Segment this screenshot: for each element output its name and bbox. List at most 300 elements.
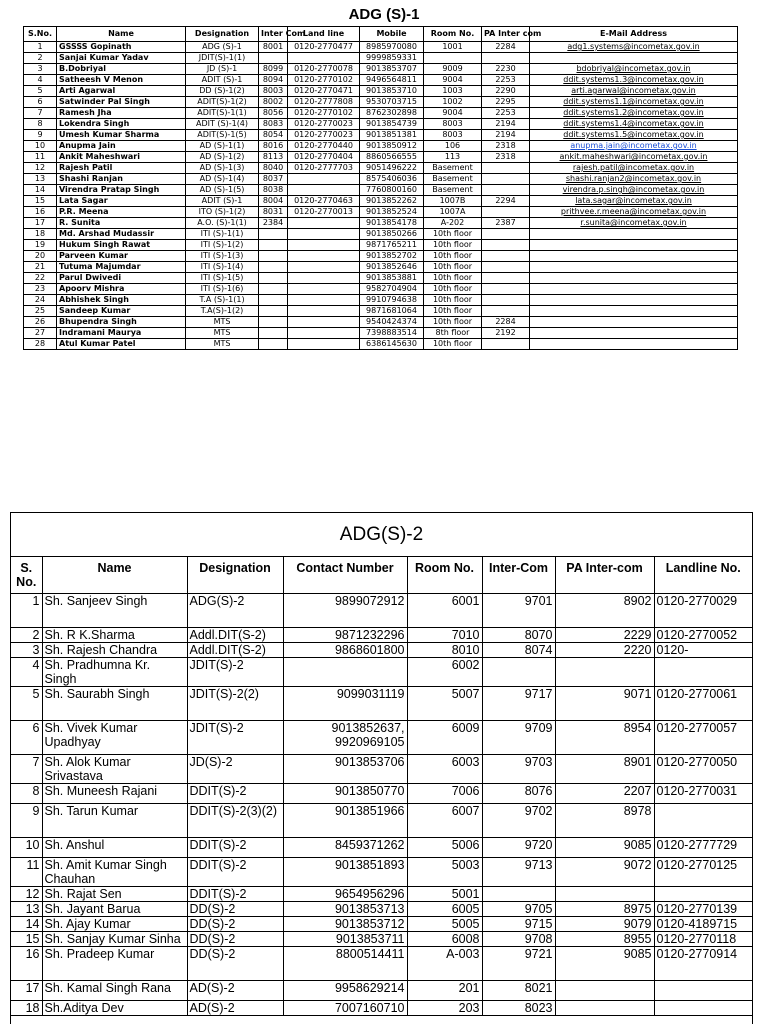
table-cell: 8985970080 [360,42,424,53]
table-cell: 0120-2770013 [288,207,360,218]
table-cell: 113 [424,152,482,163]
table-cell: Anupma Jain [57,141,186,152]
table-cell: 8978 [555,803,654,837]
table-row [24,240,738,251]
table-cell: Sh. Alok Kumar Srivastava [42,754,187,783]
email-cell [530,53,738,64]
email-cell [530,240,738,251]
table-cell: Sh. Vivek Kumar Upadhyay [42,720,187,754]
table-cell: 2284 [482,317,530,328]
table-cell: 2318 [482,152,530,163]
email-cell [530,317,738,328]
email-cell: r.sunita@incometax.gov.in [530,218,738,229]
adg2-title: ADG(S)-2 [11,513,752,557]
table-cell [288,53,360,64]
adg1-table-body [24,42,738,350]
table-row [24,75,738,86]
table-cell: 6002 [407,657,482,686]
table-cell: 5007 [407,686,482,720]
table-cell: 7760800160 [360,185,424,196]
table-cell: AD (S)-1(3) [186,163,259,174]
table-cell [482,174,530,185]
table-cell: 2 [11,627,42,642]
table-cell: 7 [24,108,57,119]
email-cell: virendra.p.singh@incometax.gov.in [530,185,738,196]
table-cell: Sh. R K.Sharma [42,627,187,642]
table-cell [288,218,360,229]
table-cell: 0120-2770031 [654,783,752,803]
table-cell: 23 [24,284,57,295]
adg1-header-row [24,27,738,42]
table-cell: 0120-2770440 [288,141,360,152]
table-cell: 2284 [482,42,530,53]
table-cell [482,886,555,901]
table-cell: 9 [24,130,57,141]
table-row [24,328,738,339]
table-cell: 7010 [407,627,482,642]
table-cell: 8074 [482,642,555,657]
table-cell: 9013852524 [360,207,424,218]
table-cell: AD (S)-1(2) [186,152,259,163]
table-cell: 8th floor [424,328,482,339]
email-cell: anupma.jain@incometax.gov.in [530,141,738,152]
table-cell: 14 [11,916,42,931]
table-cell [259,262,288,273]
table-cell: 0120-2777808 [288,97,360,108]
table-cell: 2192 [482,328,530,339]
table-cell: ITI (S)-1(1) [186,229,259,240]
table-cell: 106 [424,141,482,152]
table-cell: 27 [24,328,57,339]
column-header: Inter-Com [482,557,555,593]
table-cell: 7006 [407,783,482,803]
table-cell: 9013852702 [360,251,424,262]
table-row [24,108,738,119]
table-cell: Apoorv Mishra [57,284,186,295]
table-cell: A-003 [407,946,482,980]
table-cell: 9871681064 [360,306,424,317]
table-cell: 8762302898 [360,108,424,119]
table-cell: Sh. Pradeep Kumar [42,946,187,980]
table-cell: JDIT(S)-2(2) [187,686,283,720]
table-cell: 0120-2777703 [288,163,360,174]
table-row [24,53,738,64]
table-cell [288,240,360,251]
table-cell: 0120-2770404 [288,152,360,163]
table-cell: Md. Arshad Mudassir [57,229,186,240]
table-row [11,657,752,686]
table-cell: 8860566555 [360,152,424,163]
table-row [24,306,738,317]
table-cell: Bhupendra Singh [57,317,186,328]
table-cell: 8001 [259,42,288,53]
adg1-table [23,26,738,350]
table-cell: 17 [24,218,57,229]
table-cell [482,273,530,284]
table-cell: 26 [24,317,57,328]
table-cell [482,240,530,251]
table-cell: 9013852646 [360,262,424,273]
table-cell: 10 [24,141,57,152]
table-cell: 9013851893 [283,857,407,886]
table-cell [482,207,530,218]
table-cell: Sh.Aditya Dev [42,1000,187,1015]
table-cell: 14 [24,185,57,196]
table-cell: 2253 [482,108,530,119]
table-cell: 1002 [424,97,482,108]
table-cell [654,1000,752,1015]
table-cell: 24 [24,295,57,306]
table-cell: 10th floor [424,339,482,350]
column-header: Land line [288,27,360,42]
table-cell: ADIT(S)-1(5) [186,130,259,141]
table-cell: 9013850912 [360,141,424,152]
table-cell: 9051496222 [360,163,424,174]
table-row [11,754,752,783]
table-row [11,931,752,946]
table-cell: Sh. Muneesh Rajani [42,783,187,803]
table-row [24,64,738,75]
table-cell: 1001 [424,42,482,53]
column-header: Inter Com [259,27,288,42]
table-row [11,803,752,837]
table-cell: 10th floor [424,295,482,306]
table-cell: 0120-2770023 [288,130,360,141]
table-cell: DDIT(S)-2(3)(2) [187,803,283,837]
table-cell: 1 [24,42,57,53]
table-cell: DD(S)-2 [187,916,283,931]
table-cell: Arti Agarwal [57,86,186,97]
table-cell: Abhishek Singh [57,295,186,306]
email-cell: ddit.systems1.1@incometax.gov.in [530,97,738,108]
table-cell: 9654956296 [283,886,407,901]
table-cell: 10th floor [424,273,482,284]
table-cell: 5006 [407,837,482,857]
table-cell: 2295 [482,97,530,108]
table-cell: 2 [24,53,57,64]
table-cell [288,295,360,306]
table-cell: 9899072912 [283,593,407,627]
table-cell: JDIT(S)-2 [187,657,283,686]
table-cell: 9013852262 [360,196,424,207]
column-header: PA Inter-com [555,557,654,593]
table-cell: 9910794638 [360,295,424,306]
table-row [11,593,752,627]
table-cell: 2253 [482,75,530,86]
table-cell: 12 [11,886,42,901]
table-cell: 6009 [407,720,482,754]
table-cell: 9013853712 [283,916,407,931]
table-cell: 8 [24,119,57,130]
table-cell: Sh. Amit Kumar Singh Chauhan [42,857,187,886]
table-cell: Sh. Jayant Barua [42,901,187,916]
email-cell: arti.agarwal@incometax.gov.in [530,86,738,97]
column-header: Room No. [407,557,482,593]
table-cell: 9009 [424,64,482,75]
table-cell: 20 [24,251,57,262]
table-cell: 6005 [407,901,482,916]
table-row [24,42,738,53]
email-cell [530,251,738,262]
table-cell: 9708 [482,931,555,946]
table-cell: 9999859331 [360,53,424,64]
email-cell: shashi.ranjan2@incometax.gov.in [530,174,738,185]
table-cell: Hukum Singh Rawat [57,240,186,251]
table-cell: 25 [24,306,57,317]
table-cell: A-202 [424,218,482,229]
table-cell: Lokendra Singh [57,119,186,130]
table-cell [283,657,407,686]
table-cell: 3 [11,642,42,657]
table-row [11,886,752,901]
table-cell: ADIT (S)-1 [186,196,259,207]
table-cell: 11 [11,857,42,886]
table-cell: 12 [24,163,57,174]
table-cell: ADG(S)-2 [187,593,283,627]
table-cell: 21 [24,262,57,273]
table-cell: B.Dobriyal [57,64,186,75]
table-cell: DDIT(S)-2 [187,837,283,857]
table-cell [288,273,360,284]
table-cell: 0120-2770061 [654,686,752,720]
column-header: E-Mail Address [530,27,738,42]
table-cell: Ramesh Jha [57,108,186,119]
column-header: S.No. [24,27,57,42]
table-cell: Basement [424,174,482,185]
table-cell: 13 [11,901,42,916]
table-cell: Addl.DIT(S-2) [187,627,283,642]
table-cell: 8954 [555,720,654,754]
table-cell: Rajesh Patil [57,163,186,174]
table-cell: 9079 [555,916,654,931]
table-row [24,141,738,152]
column-header: Name [42,557,187,593]
table-cell: 2318 [482,141,530,152]
table-cell: Sh. Sanjeev Singh [42,593,187,627]
table-row [24,339,738,350]
table-cell: 8038 [259,185,288,196]
table-cell: 18 [24,229,57,240]
table-cell: 8955 [555,931,654,946]
email-cell: rajesh.patil@incometax.gov.in [530,163,738,174]
table-cell: 9703 [482,754,555,783]
table-cell: 2294 [482,196,530,207]
table-cell: 9709 [482,720,555,754]
table-cell [288,174,360,185]
table-cell: Indramani Maurya [57,328,186,339]
table-cell: DD(S)-2 [187,946,283,980]
table-cell: 9717 [482,686,555,720]
table-cell: 6 [11,720,42,754]
table-cell: Addl.DIT(S-2) [187,642,283,657]
table-cell: Sh. Kamal Singh Rana [42,980,187,1000]
table-cell [482,284,530,295]
table-row [24,174,738,185]
table-cell: 8031 [259,207,288,218]
table-cell: 9702 [482,803,555,837]
table-cell: 8083 [259,119,288,130]
table-cell: 9 [11,803,42,837]
table-cell: AD (S)-1(1) [186,141,259,152]
table-cell: P.R. Meena [57,207,186,218]
table-cell: 9530703715 [360,97,424,108]
table-cell: ITI (S)-1(3) [186,251,259,262]
table-cell [654,980,752,1000]
table-cell: 10th floor [424,306,482,317]
table-cell: 28 [24,339,57,350]
table-row [24,207,738,218]
table-cell: 10 [11,837,42,857]
table-row [11,686,752,720]
adg1-title: ADG (S)-1 [348,6,420,23]
table-cell: 8054 [259,130,288,141]
table-cell: 9871765211 [360,240,424,251]
table-cell [482,163,530,174]
table-cell: 8021 [482,980,555,1000]
table-cell: 10th floor [424,284,482,295]
table-cell: 9013853707 [360,64,424,75]
table-cell [288,251,360,262]
table-row [24,284,738,295]
table-cell [259,339,288,350]
table-row [11,783,752,803]
table-cell: 9004 [424,75,482,86]
table-cell: 7007160710 [283,1000,407,1015]
table-cell: 9013850266 [360,229,424,240]
table-cell: 8056 [259,108,288,119]
email-cell: ddit.systems1.4@incometax.gov.in [530,119,738,130]
table-cell: 8070 [482,627,555,642]
table-cell: 3 [24,64,57,75]
table-cell [259,306,288,317]
table-cell: 2230 [482,64,530,75]
table-cell: Tutuma Majumdar [57,262,186,273]
table-cell: 8 [11,783,42,803]
table-cell: JD(S)-2 [187,754,283,783]
table-cell: 6001 [407,593,482,627]
table-cell [482,306,530,317]
table-cell [555,657,654,686]
table-cell: 0120- [654,642,752,657]
table-cell [288,328,360,339]
table-cell: ITO (S)-1(2) [186,207,259,218]
table-cell: 2290 [482,86,530,97]
table-cell: Basement [424,163,482,174]
table-cell: 19 [24,240,57,251]
table-cell [259,295,288,306]
table-cell: 8113 [259,152,288,163]
table-row [11,901,752,916]
table-row [11,946,752,980]
table-cell: 1003 [424,86,482,97]
table-cell: 10th floor [424,240,482,251]
table-row [11,627,752,642]
table-cell: ITI (S)-1(2) [186,240,259,251]
table-cell: 9721 [482,946,555,980]
table-cell: 2387 [482,218,530,229]
table-cell: MTS [186,328,259,339]
table-cell [482,251,530,262]
email-cell [530,229,738,240]
table-cell: 6 [24,97,57,108]
table-cell: 0120-2770118 [654,931,752,946]
table-cell: 8099 [259,64,288,75]
table-cell: 9013850770 [283,783,407,803]
table-cell: 9072 [555,857,654,886]
table-row [24,97,738,108]
table-cell: 9582704904 [360,284,424,295]
table-cell [482,295,530,306]
table-cell: 1007A [424,207,482,218]
table-cell: 9013853711 [283,931,407,946]
table-cell: 8003 [424,119,482,130]
table-cell: 1007B [424,196,482,207]
table-cell: 8003 [259,86,288,97]
table-cell: 0120-2770052 [654,627,752,642]
table-row [24,86,738,97]
table-cell: 1 [11,593,42,627]
table-cell: Shashi Ranjan [57,174,186,185]
email-cell: ddit.systems1.3@incometax.gov.in [530,75,738,86]
table-cell: 0120-2770139 [654,901,752,916]
table-cell: 9705 [482,901,555,916]
table-cell: 8037 [259,174,288,185]
table-cell: 6386145630 [360,339,424,350]
column-header: Landline No. [654,557,752,593]
table-cell: DDIT(S)-2 [187,857,283,886]
table-cell: ITI (S)-1(5) [186,273,259,284]
table-cell [288,306,360,317]
table-row [24,229,738,240]
table-cell: 5005 [407,916,482,931]
table-cell: 8023 [482,1000,555,1015]
table-cell: 9013853706 [283,754,407,783]
table-cell: 9013852637, 9920969105 [283,720,407,754]
email-cell: ddit.systems1.5@incometax.gov.in [530,130,738,141]
email-cell: adg1.systems@incometax.gov.in [530,42,738,53]
table-cell: Sandeep Kumar [57,306,186,317]
table-row [24,317,738,328]
table-row [24,163,738,174]
table-cell: 6008 [407,931,482,946]
table-row [24,218,738,229]
table-cell: 0120-2770471 [288,86,360,97]
table-cell: 9715 [482,916,555,931]
table-cell: AD(S)-2 [187,980,283,1000]
table-cell: T.A (S)-1(1) [186,295,259,306]
table-cell: 9496564811 [360,75,424,86]
table-cell: 0120-2770914 [654,946,752,980]
table-cell: 0120-2770023 [288,119,360,130]
email-cell: prithvee.r.meena@incometax.gov.in [530,207,738,218]
table-cell: Lata Sagar [57,196,186,207]
column-header: Contact Number [283,557,407,593]
table-row [24,185,738,196]
table-cell [259,328,288,339]
table-row [24,119,738,130]
table-cell: 9013851381 [360,130,424,141]
table-cell: GSSSS Gopinath [57,42,186,53]
table-cell: Sh. Pradhumna Kr. Singh [42,657,187,686]
table-cell: 4 [11,657,42,686]
table-cell: 9871232296 [283,627,407,642]
table-cell [259,229,288,240]
table-cell [288,262,360,273]
table-cell: 5 [11,686,42,720]
column-header: Name [57,27,186,42]
table-cell: 0120-2777729 [654,837,752,857]
table-cell [482,185,530,196]
